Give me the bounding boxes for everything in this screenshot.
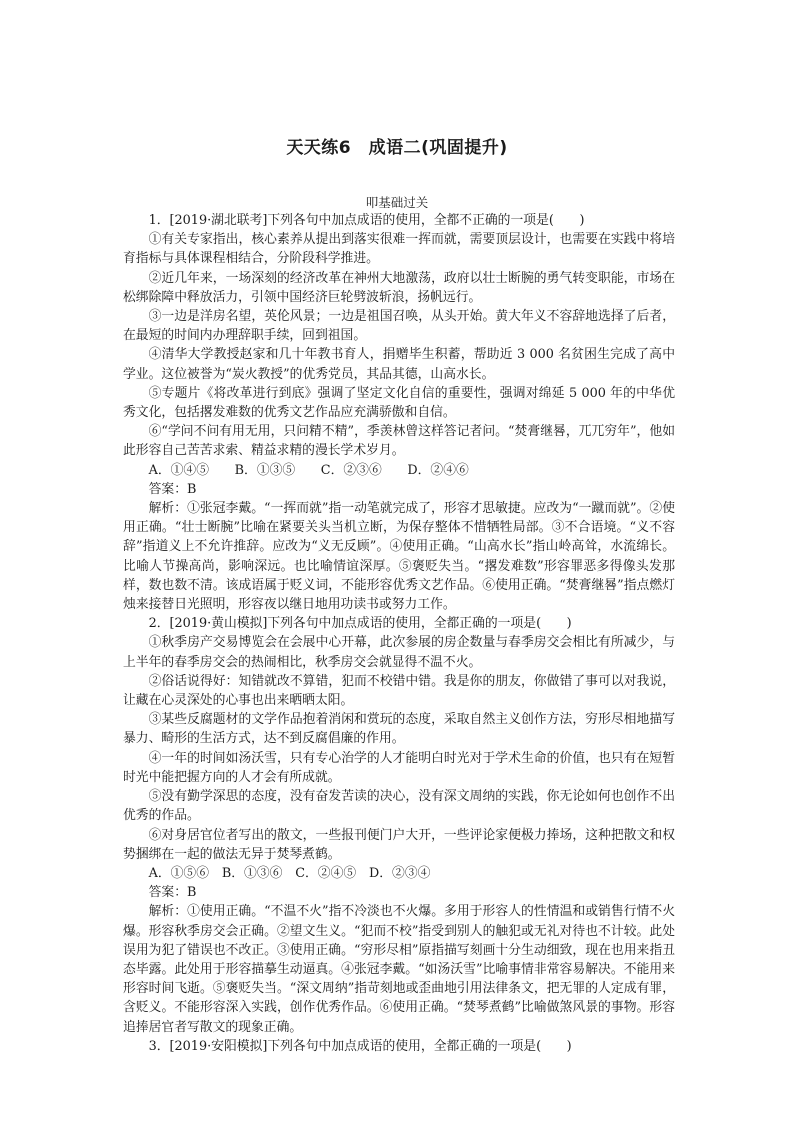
- page-title: 天天练6 成语二(巩固提升): [286, 138, 508, 158]
- question-2-sentence-3: ③某些反腐题材的文学作品抱着消闲和赏玩的态度，采取自然主义创作方法，穷形尽相地描写暴力、畸形的生活方式，达不到反腐倡廉的作用。: [123, 712, 675, 747]
- question-2-sentence-5: ⑤没有勤学深思的态度，没有奋发苦读的决心，没有深文周纳的实践，你无论如何也创作不出优秀的作品。: [123, 789, 675, 824]
- question-1-stem: 1．[2019·湖北联考]下列各句中加点成语的使用，全都不正确的一项是( ): [148, 213, 585, 228]
- question-1-sentence-4: ④清华大学教授赵家和几十年教书育人，捐赠毕生积蓄，帮助近 3 000 名贫困生完成了高中学业。这位被誉为“炭火教授”的优秀党员，其品其德，山高水长。: [123, 347, 675, 382]
- question-2-options: A．①⑤⑥ B．①③⑥ C．②④⑤ D．②③④: [148, 865, 431, 881]
- question-1-sentence-1: ①有关专家指出，核心素养从提出到落实很难一挥而就，需要顶层设计，也需要在实践中将培育指标与具体课程相结合，分阶段科学推进。: [123, 232, 675, 267]
- question-1-sentence-6: ⑥“学问不问有用无用，只问精不精”，季羡林曾这样答记者问。“焚膏继晷，兀兀穷年”，他如此形容自己苦苦求索、精益求精的漫长学术岁月。: [123, 424, 675, 459]
- question-1-sentence-3: ③一边是洋房名望，英伦风景；一边是祖国召唤，从头开始。黄大年义不容辞地选择了后者，在最短的时间内办理辞职手续，回到祖国。: [123, 309, 675, 344]
- question-2-sentence-2: ②俗话说得好：知错就改不算错，犯而不校错中错。我是你的朋友，你做错了事可以对我说，让藏在心灵深处的心事也出来晒晒太阳。: [123, 673, 675, 709]
- question-1-answer: 答案：B: [148, 481, 197, 497]
- question-2-explanation: 解析：①使用正确。“不温不火”指不冷淡也不火爆。多用于形容人的性情温和或销售行情不火爆。形容秋季房交会正确。②望文生义。“犯而不校”指受到别人的触犯或无礼对待也不计较。此处误用为犯了错误也不改正。③使用正确。“穷形尽相”原指描写刻画十分生动细致，现在也用来指丑态毕露。此处用于形容描摹生动逼真。④张冠李戴。“如汤沃雪”比喻事情非常容易解决。不能用来形容时间飞逝。⑤褒贬失当。“深文周纳”指苛刻地或歪曲地引用法律条文，把无罪的人定成有罪，含贬义。不能形容深入实践，创作优秀作品。⑥使用正确。“焚琴煮鹤”比喻做煞风景的事物。形容追捧居官者写散文的现象正确。: [123, 904, 675, 1035]
- question-2-sentence-4: ④一年的时间如汤沃雪，只有专心治学的人才能明白时光对于学术生命的价值，也只有在短暂时光中能把握方向的人才会有所成就。: [123, 750, 675, 785]
- document-body: [123, 211, 675, 1056]
- question-1-sentence-5: ⑤专题片《将改革进行到底》强调了坚定文化自信的重要性，强调对绵延 5 000 年的中华优秀文化，包括撂发难数的优秀文艺作品应充满骄傲和自信。: [123, 385, 675, 421]
- question-1-explanation: 解析：①张冠李戴。“一挥而就”指一动笔就完成了，形容才思敏捷。应改为“一蹴而就”。②使用正确。“壮士断腕”比喻在紧要关头当机立断，为保存整体不惜牺牲局部。③不合语境。“义不容辞”指道义上不允许推辞。应改为“义无反顾”。④使用正确。“山高水长”指山岭高耸，水流绵长。比喻人节操高尚，影响深远。也比喻情谊深厚。⑤褒贬失当。“撂发难数”形容罪恶多得像头发那样，数也数不清。该成语属于贬义词，不能形容优秀文艺作品。⑥使用正确。“焚膏继晷”指点燃灯烛来接替日光照明，形容夜以继日地用功读书或努力工作。: [123, 501, 675, 613]
- question-2-sentence-1: ①秋季房产交易博览会在会展中心开幕，此次参展的房企数量与春季房交会相比有所减少，与上半年的春季房交会的热闹相比，秋季房交会就显得不温不火。: [123, 635, 675, 670]
- question-1-options: A．①④⑤ B．①③⑤ C．②③⑥ D．②④⑥: [148, 462, 469, 478]
- question-2-sentence-6: ⑥对身居官位者写出的散文，一些报刊便门户大开，一些评论家便极力捧场，这种把散文和权势捆绑在一起的做法无异于焚琴煮鹤。: [123, 827, 675, 862]
- question-2-stem: 2．[2019·黄山模拟]下列各句中加点成语的使用，全都正确的一项是( ): [148, 616, 572, 632]
- question-3-stem: 3．[2019·安阳模拟]下列各句中加点成语的使用，全都正确的一项是( ): [148, 1038, 572, 1054]
- question-1-sentence-2: ②近几年来，一场深刻的经济改革在神州大地激荡，政府以壮士断腕的勇气转变职能，市场在松绑除障中释放活力，引领中国经济巨轮劈波斩浪，扬帆远行。: [123, 270, 675, 305]
- section-heading: 叩基础过关: [365, 195, 429, 210]
- question-2-answer: 答案：B: [148, 885, 197, 901]
